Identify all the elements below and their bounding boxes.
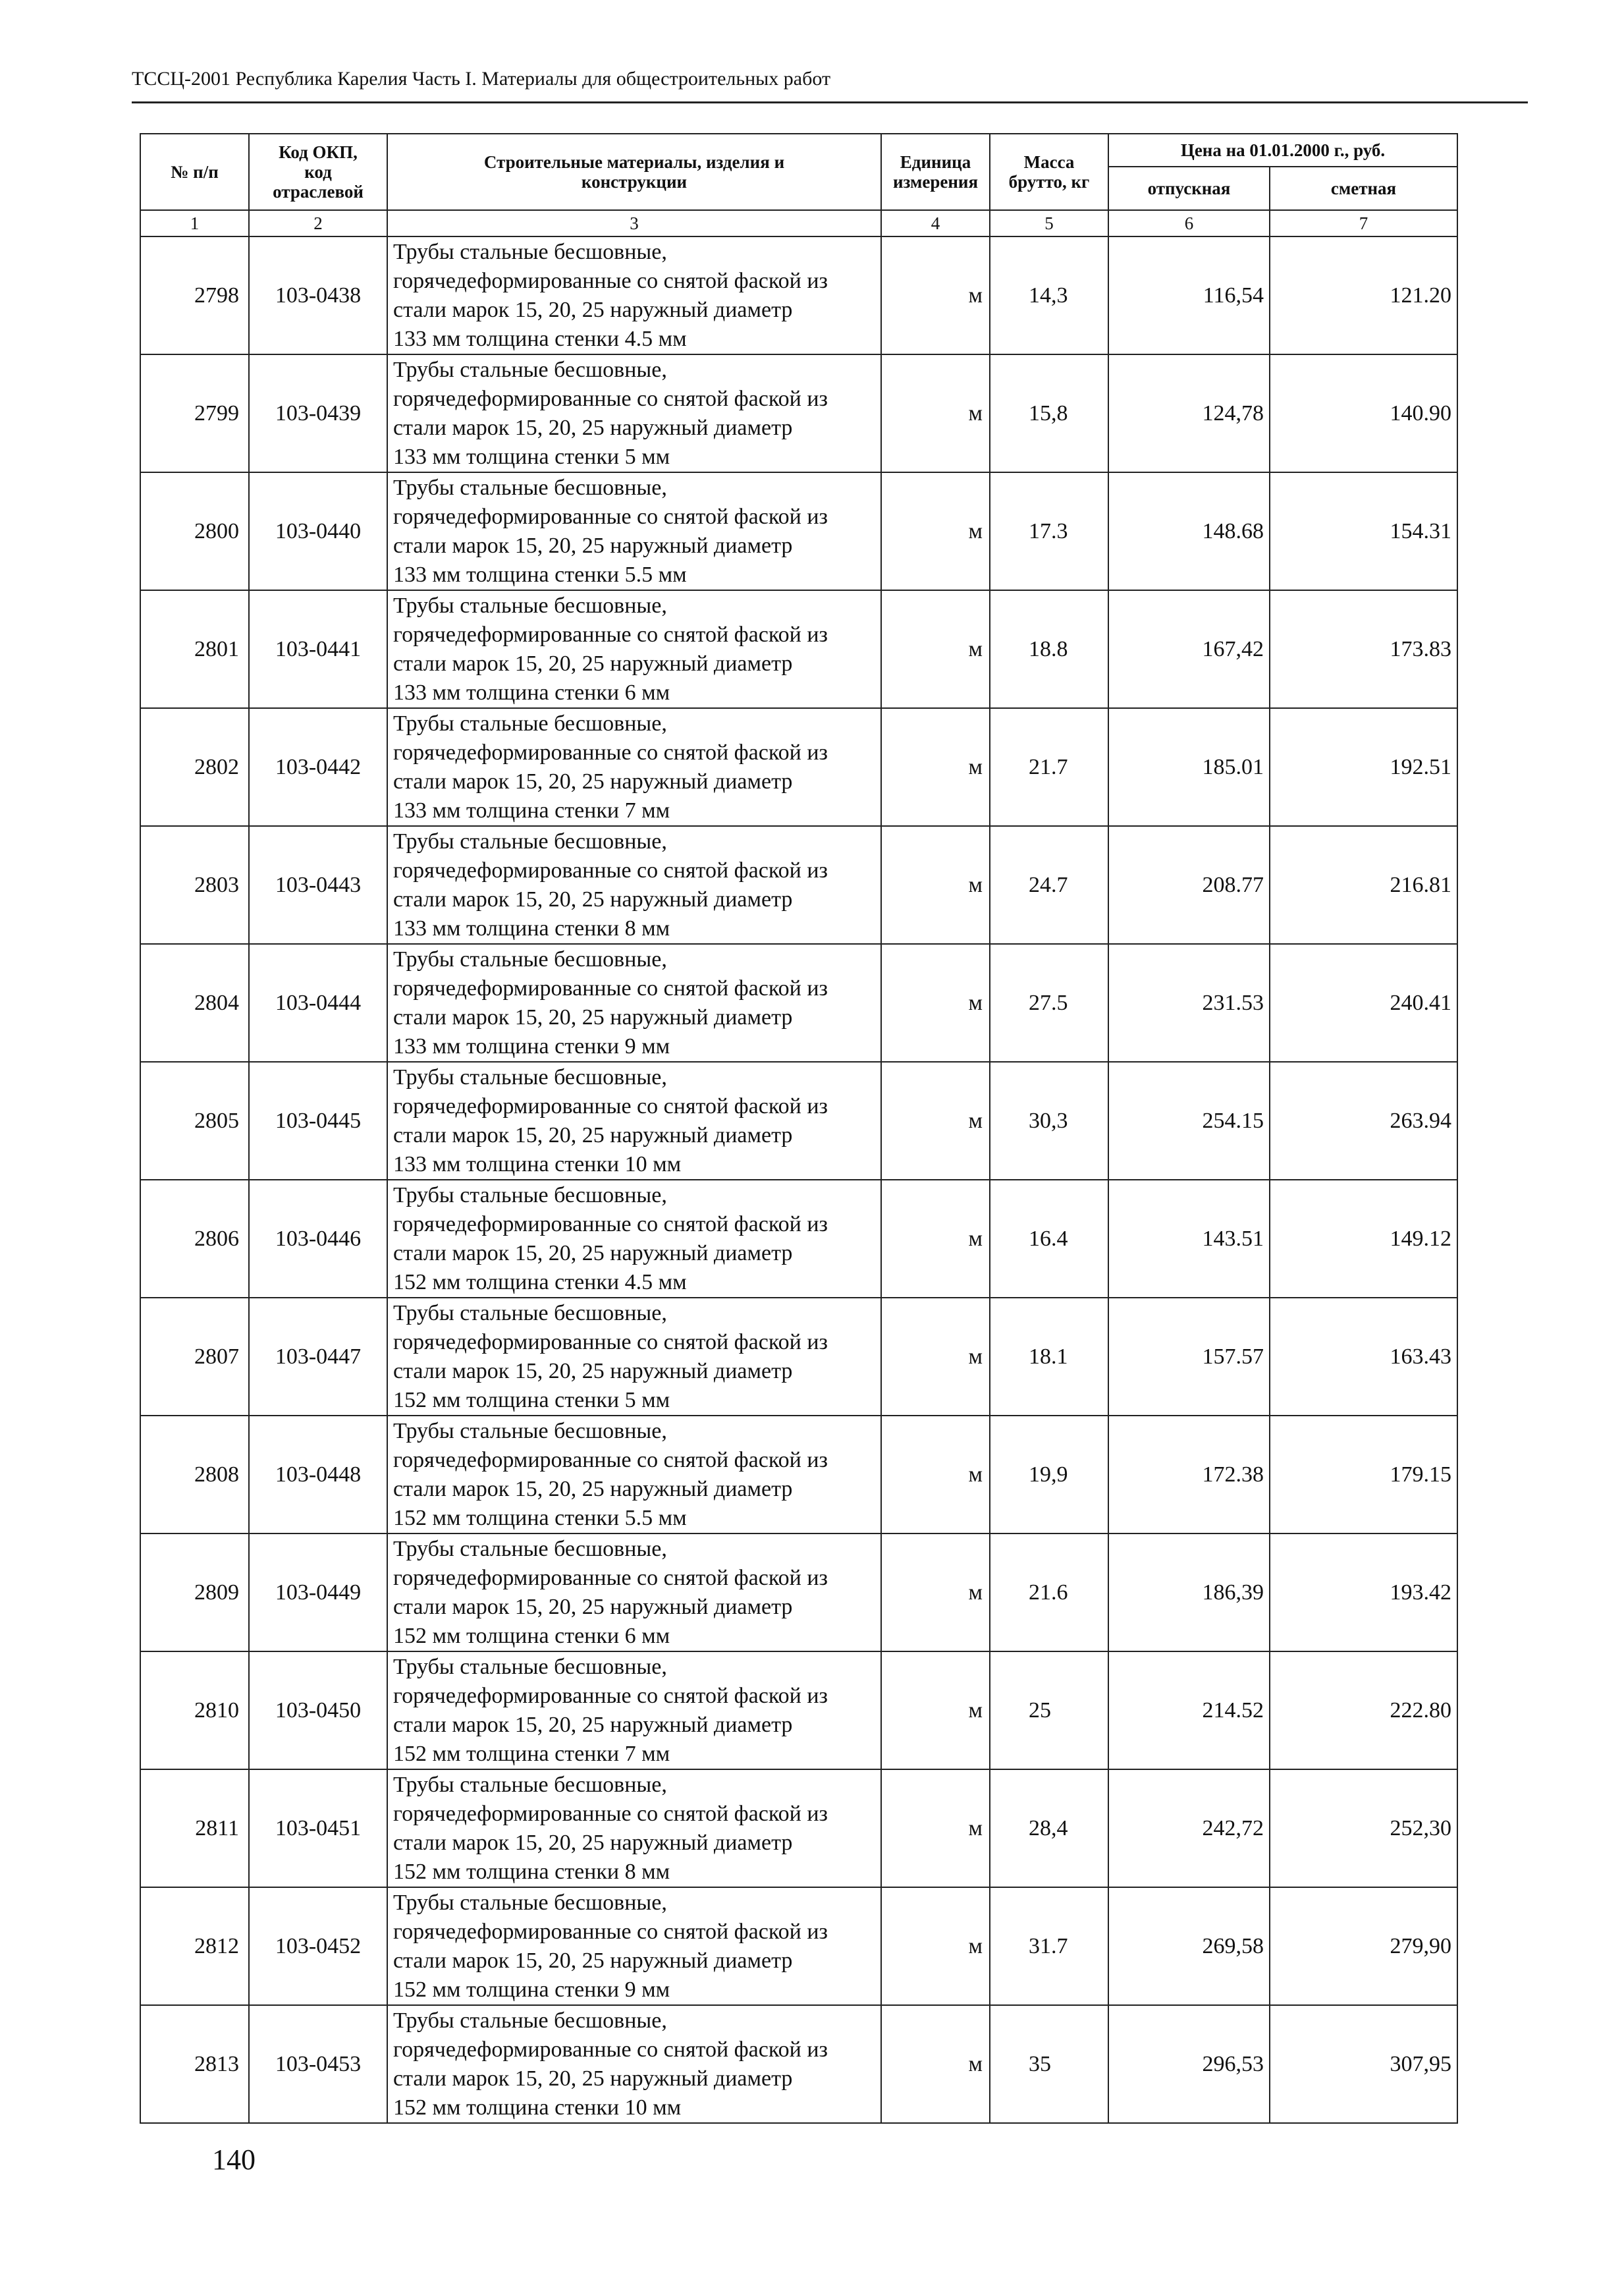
row-description [387,1769,881,1887]
description-line: стали марок 15, 20, 25 наружный диаметр [393,533,793,558]
row-description [387,2005,881,2123]
description-line: 152 мм толщина стенки 9 мм [393,1977,670,2002]
description-line: стали марок 15, 20, 25 наружный диаметр [393,1712,793,1737]
description-line: 133 мм толщина стенки 4.5 мм [393,326,687,351]
row-mass: 35 [990,2005,1108,2123]
description-line: Трубы стальные бесшовные, [393,711,667,736]
description-line: Трубы стальные бесшовные, [393,1418,667,1443]
row-number: 2813 [140,2005,249,2123]
description-line: 133 мм толщина стенки 6 мм [393,680,670,705]
description-line: горячедеформированные со снятой фаской из [393,1093,828,1119]
description-line: Трубы стальные бесшовные, [393,1772,667,1797]
description-line: горячедеформированные со снятой фаской из [393,1919,828,1944]
row-number: 2810 [140,1651,249,1769]
description-line: стали марок 15, 20, 25 наружный диаметр [393,1358,793,1383]
row-price-estimate: 222.80 [1270,1651,1457,1769]
row-number: 2812 [140,1887,249,2005]
description-line: Трубы стальные бесшовные, [393,593,667,618]
description-line: 133 мм толщина стенки 9 мм [393,1034,670,1059]
running-head: ТССЦ-2001 Республика Карелия Часть I. Материалы для общестроительных работ [132,68,831,90]
row-price-estimate: 179.15 [1270,1416,1457,1533]
table-row [140,826,1457,944]
row-description [387,944,881,1062]
description-line: горячедеформированные со снятой фаской из [393,268,828,293]
row-mass: 30,3 [990,1062,1108,1180]
row-unit: м [881,1887,990,2005]
description-line: 152 мм толщина стенки 4.5 мм [393,1269,687,1294]
row-price-release: 185.01 [1108,708,1270,826]
description-line: Трубы стальные бесшовные, [393,1890,667,1915]
row-description [387,1416,881,1533]
description-line: горячедеформированные со снятой фаской из [393,976,828,1001]
row-price-release: 167,42 [1108,590,1270,708]
row-unit: м [881,1651,990,1769]
row-code: 103-0439 [249,354,387,472]
description-line: 133 мм толщина стенки 5.5 мм [393,562,687,587]
row-price-estimate: 192.51 [1270,708,1457,826]
row-mass: 18.1 [990,1298,1108,1416]
row-price-release: 208.77 [1108,826,1270,944]
description-line: 133 мм толщина стенки 10 мм [393,1151,682,1176]
description-line: горячедеформированные со снятой фаской из [393,740,828,765]
row-price-release: 172.38 [1108,1416,1270,1533]
description-line: горячедеформированные со снятой фаской из [393,1801,828,1826]
table-row [140,2005,1457,2123]
description-line: горячедеформированные со снятой фаской из [393,2037,828,2062]
row-description [387,1298,881,1416]
row-mass: 14,3 [990,236,1108,354]
row-description [387,1887,881,2005]
description-line: Трубы стальные бесшовные, [393,829,667,854]
table-row [140,590,1457,708]
description-line: стали марок 15, 20, 25 наружный диаметр [393,415,793,440]
page-number: 140 [212,2143,256,2176]
description-line: стали марок 15, 20, 25 наружный диаметр [393,1240,793,1265]
row-price-estimate: 193.42 [1270,1533,1457,1651]
description-line: горячедеформированные со снятой фаской из [393,858,828,883]
row-number: 2808 [140,1416,249,1533]
row-unit: м [881,472,990,590]
row-description [387,1062,881,1180]
description-line: 152 мм толщина стенки 7 мм [393,1741,670,1766]
description-line: стали марок 15, 20, 25 наружный диаметр [393,769,793,794]
table-row [140,1180,1457,1298]
row-unit: м [881,944,990,1062]
table-body [140,236,1457,2123]
row-code: 103-0441 [249,590,387,708]
row-unit: м [881,354,990,472]
column-number: 4 [881,210,990,236]
header-rule [132,101,1528,103]
row-price-estimate: 173.83 [1270,590,1457,708]
table-row [140,1298,1457,1416]
row-description [387,826,881,944]
row-price-estimate: 163.43 [1270,1298,1457,1416]
row-code: 103-0446 [249,1180,387,1298]
row-mass: 24.7 [990,826,1108,944]
row-mass: 21.7 [990,708,1108,826]
row-unit: м [881,1298,990,1416]
row-number: 2799 [140,354,249,472]
description-line: 133 мм толщина стенки 7 мм [393,798,670,823]
description-line: 152 мм толщина стенки 10 мм [393,2095,682,2120]
description-line: Трубы стальные бесшовные, [393,475,667,500]
description-line: горячедеформированные со снятой фаской из [393,1329,828,1354]
row-description [387,354,881,472]
description-line: 152 мм толщина стенки 8 мм [393,1859,670,1884]
header-no: № п/п [140,134,249,210]
row-number: 2801 [140,590,249,708]
row-price-estimate: 216.81 [1270,826,1457,944]
row-mass: 27.5 [990,944,1108,1062]
row-code: 103-0450 [249,1651,387,1769]
column-number: 3 [387,210,881,236]
table-row [140,1062,1457,1180]
description-line: Трубы стальные бесшовные, [393,357,667,382]
column-number-row [140,210,1457,236]
description-line: 152 мм толщина стенки 6 мм [393,1623,670,1648]
row-description [387,1651,881,1769]
row-code: 103-0449 [249,1533,387,1651]
description-line: Трубы стальные бесшовные, [393,239,667,264]
description-line: стали марок 15, 20, 25 наружный диаметр [393,887,793,912]
row-unit: м [881,1416,990,1533]
row-unit: м [881,590,990,708]
table-row [140,354,1457,472]
row-mass: 25 [990,1651,1108,1769]
header-code [249,134,387,210]
row-number: 2798 [140,236,249,354]
row-code: 103-0444 [249,944,387,1062]
row-number: 2805 [140,1062,249,1180]
row-description [387,708,881,826]
description-line: стали марок 15, 20, 25 наружный диаметр [393,1005,793,1030]
row-mass: 16.4 [990,1180,1108,1298]
table-row [140,944,1457,1062]
description-line: стали марок 15, 20, 25 наружный диаметр [393,1594,793,1619]
row-code: 103-0442 [249,708,387,826]
header-price-group: Цена на 01.01.2000 г., руб. [1108,134,1457,167]
table-row [140,1887,1457,2005]
description-line: Трубы стальные бесшовные, [393,1182,667,1207]
row-code: 103-0447 [249,1298,387,1416]
table-row [140,236,1457,354]
row-price-estimate: 149.12 [1270,1180,1457,1298]
description-line: Трубы стальные бесшовные, [393,1654,667,1679]
row-price-estimate: 307,95 [1270,2005,1457,2123]
row-number: 2802 [140,708,249,826]
row-description [387,590,881,708]
row-code: 103-0443 [249,826,387,944]
description-line: стали марок 15, 20, 25 наружный диаметр [393,2066,793,2091]
table-row [140,1533,1457,1651]
description-line: 133 мм толщина стенки 8 мм [393,916,670,941]
description-line: Трубы стальные бесшовные, [393,947,667,972]
row-price-estimate: 279,90 [1270,1887,1457,2005]
row-number: 2804 [140,944,249,1062]
row-mass: 28,4 [990,1769,1108,1887]
row-price-release: 254.15 [1108,1062,1270,1180]
description-line: Трубы стальные бесшовные, [393,1064,667,1090]
row-price-release: 186,39 [1108,1533,1270,1651]
row-price-release: 269,58 [1108,1887,1270,2005]
table-row [140,708,1457,826]
row-number: 2806 [140,1180,249,1298]
table-row [140,1416,1457,1533]
header-unit-line2: измерения [892,172,979,192]
row-price-release: 148.68 [1108,472,1270,590]
row-code: 103-0440 [249,472,387,590]
description-line: Трубы стальные бесшовные, [393,1536,667,1561]
table-row [140,1651,1457,1769]
description-line: стали марок 15, 20, 25 наружный диаметр [393,1476,793,1501]
row-price-estimate: 154.31 [1270,472,1457,590]
row-mass: 15,8 [990,354,1108,472]
row-code: 103-0448 [249,1416,387,1533]
row-mass: 18.8 [990,590,1108,708]
row-code: 103-0452 [249,1887,387,2005]
row-price-release: 214.52 [1108,1651,1270,1769]
row-price-release: 143.51 [1108,1180,1270,1298]
description-line: стали марок 15, 20, 25 наружный диаметр [393,297,793,322]
description-line: Трубы стальные бесшовные, [393,1300,667,1325]
column-number: 2 [249,210,387,236]
row-unit: м [881,1533,990,1651]
row-number: 2809 [140,1533,249,1651]
description-line: горячедеформированные со снятой фаской из [393,386,828,411]
row-code: 103-0445 [249,1062,387,1180]
description-line: горячедеформированные со снятой фаской из [393,504,828,529]
description-line: Трубы стальные бесшовные, [393,2008,667,2033]
row-unit: м [881,1769,990,1887]
row-price-estimate: 140.90 [1270,354,1457,472]
row-price-estimate: 121.20 [1270,236,1457,354]
row-code: 103-0453 [249,2005,387,2123]
row-number: 2800 [140,472,249,590]
description-line: горячедеформированные со снятой фаской из [393,1211,828,1236]
column-number: 6 [1108,210,1270,236]
header-mass-line2: брутто, кг [1008,172,1090,192]
row-description [387,236,881,354]
header-code-line1: Код ОКП, [279,142,358,162]
description-line: 133 мм толщина стенки 5 мм [393,444,670,469]
row-price-release: 124,78 [1108,354,1270,472]
row-mass: 21.6 [990,1533,1108,1651]
row-price-release: 296,53 [1108,2005,1270,2123]
row-unit: м [881,236,990,354]
row-unit: м [881,2005,990,2123]
row-code: 103-0451 [249,1769,387,1887]
header-unit-line1: Единица [900,152,971,172]
description-line: стали марок 15, 20, 25 наружный диаметр [393,1948,793,1973]
row-description [387,472,881,590]
row-number: 2811 [140,1769,249,1887]
row-price-estimate: 240.41 [1270,944,1457,1062]
header-code-line3: отраслевой [273,182,364,202]
row-number: 2807 [140,1298,249,1416]
row-unit: м [881,708,990,826]
description-line: горячедеформированные со снятой фаской из [393,622,828,647]
column-number: 1 [140,210,249,236]
row-unit: м [881,826,990,944]
header-desc-line1: Строительные материалы, изделия и [483,152,785,172]
row-description [387,1533,881,1651]
table-row [140,1769,1457,1887]
price-table [140,133,1458,2124]
row-price-release: 157.57 [1108,1298,1270,1416]
header-mass-line1: Масса [1023,152,1075,172]
row-price-release: 231.53 [1108,944,1270,1062]
description-line: стали марок 15, 20, 25 наружный диаметр [393,1830,793,1855]
row-price-estimate: 263.94 [1270,1062,1457,1180]
row-unit: м [881,1180,990,1298]
row-price-release: 242,72 [1108,1769,1270,1887]
row-mass: 31.7 [990,1887,1108,2005]
header-desc-line2: конструкции [581,172,688,192]
header-price-estimate: сметная [1270,167,1457,210]
description-line: 152 мм толщина стенки 5.5 мм [393,1505,687,1530]
row-price-release: 116,54 [1108,236,1270,354]
row-mass: 19,9 [990,1416,1108,1533]
description-line: 152 мм толщина стенки 5 мм [393,1387,670,1412]
table-row [140,472,1457,590]
description-line: горячедеформированные со снятой фаской из [393,1565,828,1590]
row-description [387,1180,881,1298]
description-line: горячедеформированные со снятой фаской из [393,1683,828,1708]
header-mass [990,134,1108,210]
row-unit: м [881,1062,990,1180]
column-number: 7 [1270,210,1457,236]
column-number: 5 [990,210,1108,236]
header-code-line2: код [304,162,332,182]
row-code: 103-0438 [249,236,387,354]
header-unit [881,134,990,210]
description-line: стали марок 15, 20, 25 наружный диаметр [393,1122,793,1147]
row-number: 2803 [140,826,249,944]
row-price-estimate: 252,30 [1270,1769,1457,1887]
description-line: горячедеформированные со снятой фаской из [393,1447,828,1472]
description-line: стали марок 15, 20, 25 наружный диаметр [393,651,793,676]
header-price-release: отпускная [1108,167,1270,210]
row-mass: 17.3 [990,472,1108,590]
header-description [387,134,881,210]
